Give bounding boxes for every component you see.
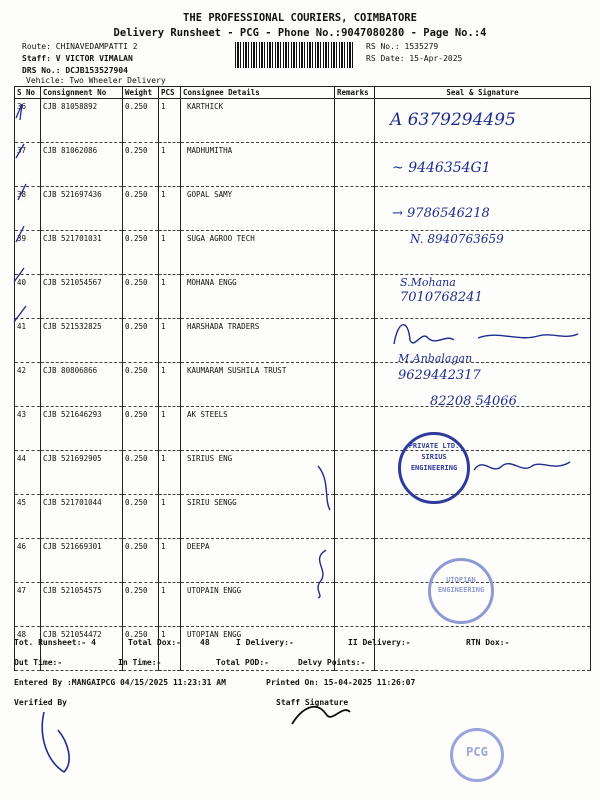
cell-remarks <box>335 363 375 407</box>
cell-weight: 0.250 <box>123 319 159 363</box>
cell-sno: 36 <box>15 99 41 143</box>
cell-pcs: 1 <box>159 363 181 407</box>
cell-remarks <box>335 143 375 187</box>
hand-sign-38: → 9786546218 <box>392 206 490 221</box>
cell-sno: 47 <box>15 583 41 627</box>
table-row <box>15 231 591 275</box>
delvy-points: Delvy Points:- <box>298 658 366 667</box>
cell-sno: 42 <box>15 363 41 407</box>
cell-sno: 38 <box>15 187 41 231</box>
cell-consignee: DEEPA <box>181 539 335 583</box>
cell-sno: 41 <box>15 319 41 363</box>
ii-delivery: II Delivery:- <box>348 638 411 647</box>
cell-pcs: 1 <box>159 143 181 187</box>
cell-remarks <box>335 231 375 275</box>
hand-sign-42-name: M.Anbalagan <box>398 352 473 365</box>
cell-cno: CJB 521692905 <box>41 451 123 495</box>
cell-weight: 0.250 <box>123 495 159 539</box>
cell-cno: CJB 521054567 <box>41 275 123 319</box>
hand-sign-36: A​ 6379294495 <box>390 110 516 130</box>
total-pod: Total POD:- <box>216 658 269 667</box>
cell-consignee: AK STEELS <box>181 407 335 451</box>
cell-pcs: 1 <box>159 495 181 539</box>
cell-sig <box>375 495 591 539</box>
cell-remarks <box>335 583 375 627</box>
pcg-seal: PCG <box>450 728 504 782</box>
rs-no-field: RS No.: 1535279 <box>366 42 439 51</box>
total-dox-label: Total Dox:- <box>128 638 181 647</box>
cell-remarks <box>335 539 375 583</box>
cell-weight: 0.250 <box>123 99 159 143</box>
table-row <box>15 407 591 451</box>
rs-date-field: RS Date: 15-Apr-2025 <box>366 54 463 63</box>
cell-weight: 0.250 <box>123 407 159 451</box>
signature-stroke-45-47 <box>300 460 340 600</box>
col-signature: Seal & Signature <box>375 87 591 99</box>
company-name: THE PROFESSIONAL COURIERS, COIMBATORE <box>183 12 417 24</box>
cell-pcs: 1 <box>159 187 181 231</box>
cell-weight: 0.250 <box>123 583 159 627</box>
cell-weight: 0.250 <box>123 627 159 671</box>
cell-remarks <box>335 407 375 451</box>
hand-sign-43: 82208 54066 <box>430 394 517 409</box>
cell-remarks <box>335 495 375 539</box>
hand-sign-40-phone: 7010768241 <box>400 290 483 305</box>
cell-cno: CJB 521054575 <box>41 583 123 627</box>
route-field: Route: CHINAVEDAMPATTI 2 <box>22 42 138 51</box>
cell-sno: 48 <box>15 627 41 671</box>
tot-runsheet: Tot. Runsheet:- 4 <box>14 638 96 647</box>
staff-signature-mark <box>286 694 356 738</box>
in-time: In Time:- <box>118 658 162 667</box>
cell-sno: 44 <box>15 451 41 495</box>
cell-cno: CJB 521701031 <box>41 231 123 275</box>
cell-weight: 0.250 <box>123 539 159 583</box>
cell-consignee: KARTHICK <box>181 99 335 143</box>
cell-cno: CJB 521054472 <box>41 627 123 671</box>
verified-by: Verified By <box>14 698 67 707</box>
staff-signature: Staff Signature <box>276 698 349 707</box>
cell-weight: 0.250 <box>123 363 159 407</box>
cell-consignee: SIRIU SENGG <box>181 495 335 539</box>
cell-sno: 37 <box>15 143 41 187</box>
col-remarks: Remarks <box>335 87 375 99</box>
vehicle-field: Vehicle: Two Wheeler Delivery <box>26 76 166 85</box>
cell-pcs: 1 <box>159 627 181 671</box>
cell-weight: 0.250 <box>123 143 159 187</box>
cell-pcs: 1 <box>159 319 181 363</box>
hand-sign-42-phone: 9629442317 <box>398 368 481 383</box>
i-delivery: I Delivery:- <box>236 638 294 647</box>
cell-remarks <box>335 319 375 363</box>
table-row <box>15 143 591 187</box>
cell-cno: CJB 521701044 <box>41 495 123 539</box>
cell-pcs: 1 <box>159 231 181 275</box>
cell-cno: CJB 80806866 <box>41 363 123 407</box>
barcode <box>235 42 353 68</box>
cell-pcs: 1 <box>159 407 181 451</box>
printed-on: Printed On: 15-04-2025 11:26:07 <box>266 678 416 687</box>
cell-remarks <box>335 451 375 495</box>
cell-consignee: SIRIUS ENG <box>181 451 335 495</box>
cell-sno: 46 <box>15 539 41 583</box>
cell-pcs: 1 <box>159 451 181 495</box>
table-header-row <box>15 87 591 99</box>
cell-pcs: 1 <box>159 539 181 583</box>
cell-remarks <box>335 275 375 319</box>
entered-by: Entered By :MANGAIPCG 04/15/2025 11:23:31 AM <box>14 678 226 687</box>
cell-pcs: 1 <box>159 99 181 143</box>
cell-pcs: 1 <box>159 583 181 627</box>
cell-consignee: KAUMARAM SUSHILA TRUST <box>181 363 335 407</box>
cell-weight: 0.250 <box>123 275 159 319</box>
col-consignment: Consignment No <box>41 87 123 99</box>
cell-consignee: UTOPAIN ENGG <box>181 583 335 627</box>
cell-cno: CJB 81058892 <box>41 99 123 143</box>
tick-marks <box>10 96 50 336</box>
runsheet-subtitle: Delivery Runsheet - PCG - Phone No.:9047080280 - Page No.:4 <box>113 27 487 39</box>
table-row <box>15 187 591 231</box>
cell-consignee: MOHANA ENGG <box>181 275 335 319</box>
cell-remarks <box>335 187 375 231</box>
rtn-dox: RTN Dox:- <box>466 638 510 647</box>
signature-44 <box>470 452 580 482</box>
col-pcs: PCS <box>159 87 181 99</box>
cell-consignee: SUGA AGROO TECH <box>181 231 335 275</box>
cell-cno: CJB 81062086 <box>41 143 123 187</box>
cell-cno: CJB 521646293 <box>41 407 123 451</box>
cell-weight: 0.250 <box>123 451 159 495</box>
cell-weight: 0.250 <box>123 231 159 275</box>
cell-consignee: HARSHADA TRADERS <box>181 319 335 363</box>
cell-sno: 43 <box>15 407 41 451</box>
staff-field: Staff: V VICTOR VIMALAN <box>22 54 133 63</box>
sirius-seal: PRIVATE LTD. SIRIUS ENGINEERING <box>398 432 470 504</box>
total-dox-value: 48 <box>200 638 210 647</box>
cell-cno: CJB 521697436 <box>41 187 123 231</box>
cell-consignee: UTOPIAN ENGG <box>181 627 335 671</box>
hand-sign-40-name: S.Mohana <box>400 276 456 289</box>
cell-cno: CJB 521532825 <box>41 319 123 363</box>
cell-sno: 45 <box>15 495 41 539</box>
cell-cno: CJB 521669301 <box>41 539 123 583</box>
cell-consignee: GOPAL SAMY <box>181 187 335 231</box>
cell-pcs: 1 <box>159 275 181 319</box>
col-sno: S No <box>15 87 41 99</box>
cell-weight: 0.250 <box>123 187 159 231</box>
verifier-signature <box>18 702 98 782</box>
col-consignee: Consignee Details <box>181 87 335 99</box>
cell-remarks <box>335 99 375 143</box>
cell-consignee: MADHUMITHA <box>181 143 335 187</box>
out-time: Out Time:- <box>14 658 63 667</box>
col-weight: Weight <box>123 87 159 99</box>
hand-sign-37: ~ 9446354G1 <box>392 160 491 176</box>
cell-sig <box>375 627 591 671</box>
utopian-seal: UTOPIAN ENGINEERING <box>428 558 494 624</box>
drs-field: DRS No.: DCJB153527904 <box>22 66 128 75</box>
cell-sno: 39 <box>15 231 41 275</box>
hand-sign-39: N. 8940763659 <box>410 232 504 246</box>
signature-scribble-41 <box>388 310 588 360</box>
cell-sno: 40 <box>15 275 41 319</box>
